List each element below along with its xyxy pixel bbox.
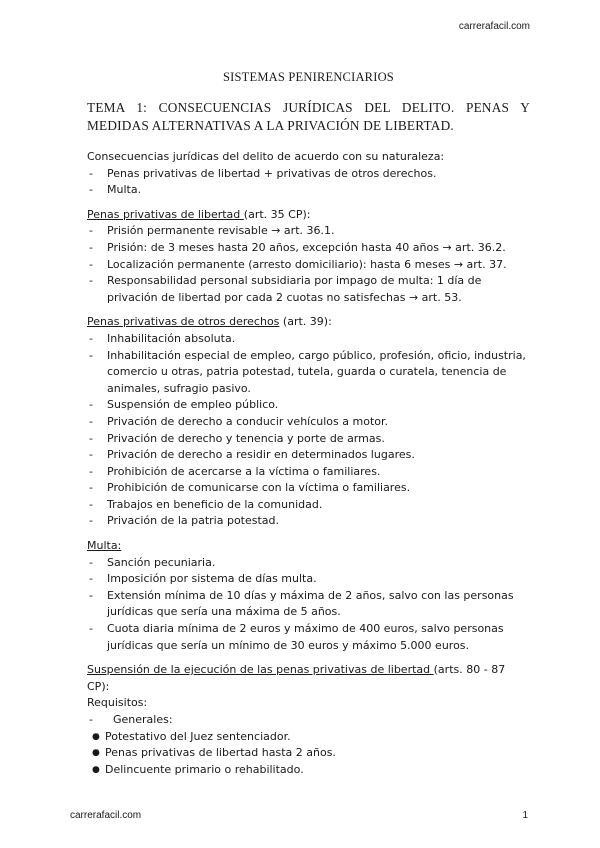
list-item: ● Potestativo del Juez sentenciador. [87,729,530,746]
document-title: SISTEMAS PENIRENCIARIOS [223,70,394,84]
page-number: 1 [522,810,528,821]
consequences-list [87,166,530,199]
list-item: - Privación de derecho y tenencia y porte de armas. [89,431,385,445]
list-item: - Prisión permanente revisable → art. 36.1. [89,224,335,238]
list-item: - Localización permanente (arresto domiciliario): hasta 6 meses → art. 37. [89,257,507,271]
requirements-label: Requisitos: [87,696,148,710]
suspension-heading: Suspensión de la ejecución de las penas privativas de libertad (arts. 80 - 87 CP): [87,663,506,693]
list-item: - Prohibición de acercarse a la víctima o familiares. [89,464,381,478]
list-item: - Generales: [89,713,173,726]
liberty-penalties-list [87,223,530,306]
liberty-penalties-heading: Penas privativas de libertad (art. 35 CP): [87,207,311,221]
fine-list [87,555,530,655]
bullet-icon: ● [92,748,100,759]
list-item: - Extensión mínima de 10 días y máxima de 2 años, salvo con las personas jurídicas que sería una máxima de 5 años. [89,588,514,619]
list-item: - Prohibición de comunicarse con la víctima o familiares. [89,481,411,495]
list-item: - Privación de derecho a residir en determinados lugares. [89,448,415,462]
consequences-intro: Consecuencias jurídicas del delito de acuerdo con su naturaleza: [87,150,445,163]
list-item: - Responsabilidad personal subsidiaria por impago de multa: 1 día de privación de libertad por cada 2 cuotas no satisfechas → art. 53. [89,274,482,304]
list-item: - Suspensión de empleo público. [89,398,279,412]
list-item: - Inhabilitación especial de empleo, cargo público, profesión, oficio, industria, comercio u otras, patria potestad, tutela, guarda o curatela, tenencia de animales, sufragio pasivo. [89,348,526,395]
footer-site: carrerafacil.com [70,810,142,821]
fine-heading: Multa: [87,539,122,553]
topic-heading: TEMA 1: CONSECUENCIAS JURÍDICAS DEL DELITO. PENAS Y MEDIDAS ALTERNATIVAS A LA PRIVACIÓN DE LIBERTAD. [87,100,530,133]
rights-penalties-list [87,331,530,530]
list-item: ● Delincuente primario o rehabilitado. [87,762,530,779]
general-requirements-list [87,712,530,778]
header-site: carrerafacil.com [458,21,530,32]
list-item: - Sanción pecuniaria. [89,555,216,569]
list-item: - Privación de la patria potestad. [89,514,280,528]
bullet-icon: ● [92,731,100,742]
bullet-icon: ● [92,764,100,775]
rights-penalties-heading: Penas privativas de otros derechos (art. 39): [87,315,332,329]
list-item: ● Penas privativas de libertad hasta 2 años. [87,745,530,762]
list-item: - Inhabilitación absoluta. [89,331,236,345]
list-item: - Prisión: de 3 meses hasta 20 años, excepción hasta 40 años → art. 36.2. [89,240,506,254]
list-item: - Penas privativas de libertad + privativas de otros derechos. [89,166,437,180]
list-item: - Imposición por sistema de días multa. [89,572,317,586]
list-item: - Multa. [89,183,142,197]
list-item: - Trabajos en beneficio de la comunidad. [89,497,323,511]
document-body [87,70,530,778]
list-item: - Privación de derecho a conducir vehículos a motor. [89,414,388,428]
list-item: - Cuota diaria mínima de 2 euros y máximo de 400 euros, salvo personas jurídicas que sería un mínimo de 30 euros y máximo 5.000 euros. [89,622,504,652]
